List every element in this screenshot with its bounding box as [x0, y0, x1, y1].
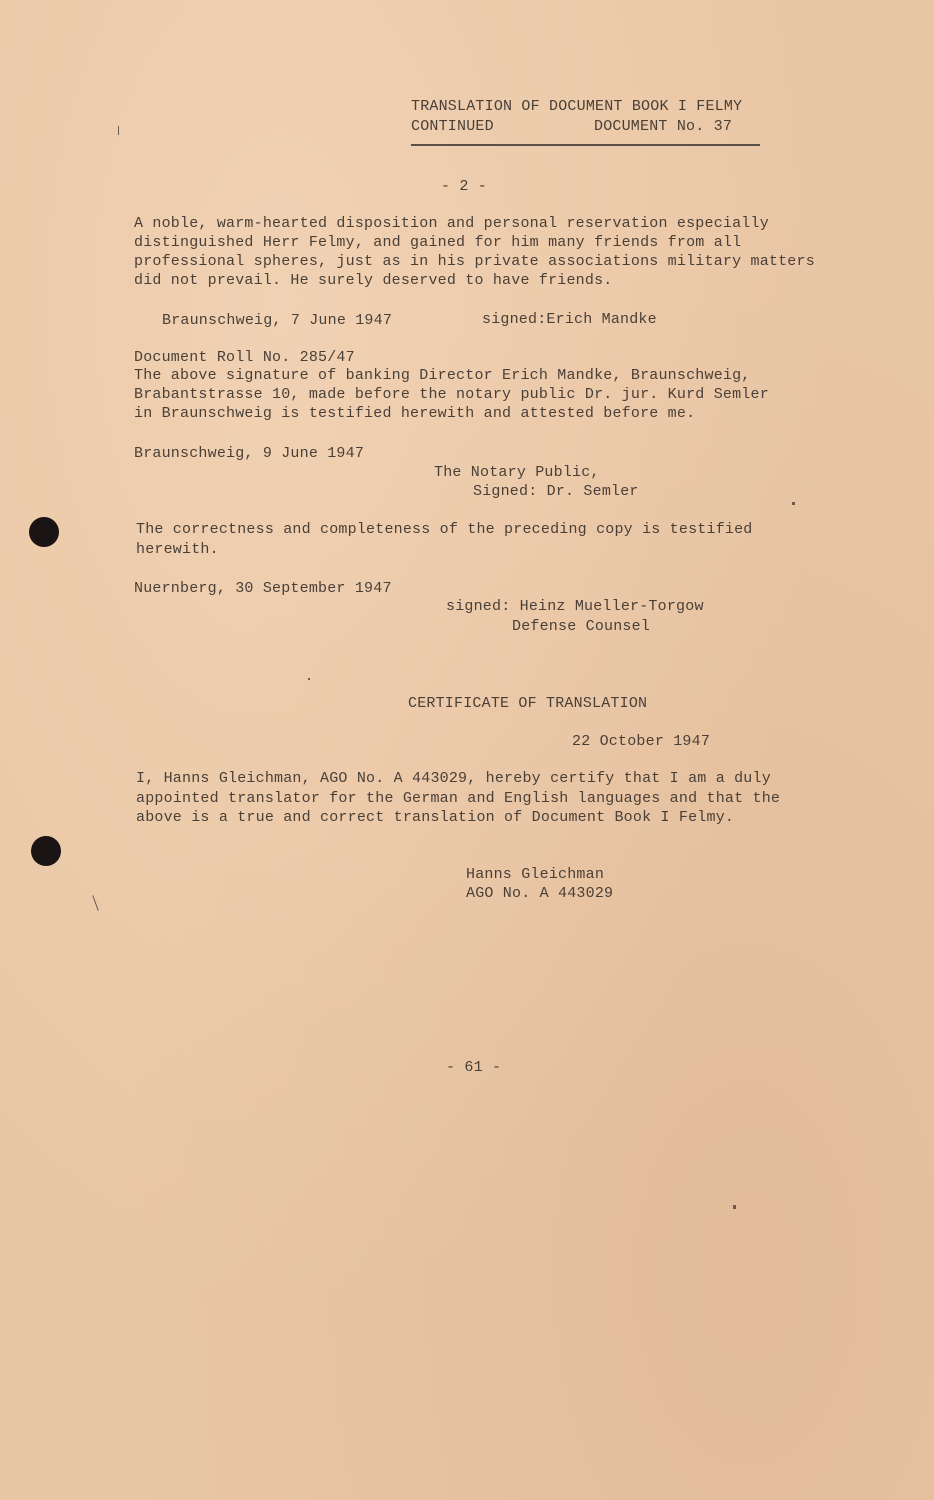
- counsel-role: Defense Counsel: [512, 618, 651, 635]
- notary-signed: Signed: Dr. Semler: [473, 483, 639, 500]
- correctness-line: herewith.: [136, 541, 219, 558]
- header-doc-number: DOCUMENT No. 37: [594, 118, 733, 135]
- page-number: - 61 -: [446, 1059, 502, 1076]
- signature-signed: signed:Erich Mandke: [482, 311, 657, 328]
- punch-hole-bottom: [31, 836, 61, 866]
- margin-mark: [92, 895, 98, 910]
- counsel-place-date: Nuernberg, 30 September 1947: [134, 580, 392, 597]
- punch-hole-top: [29, 517, 59, 547]
- dot-mark: [733, 1205, 736, 1209]
- certificate-text-line: I, Hanns Gleichman, AGO No. A 443029, hereby certify that I am a duly: [136, 770, 771, 787]
- paragraph-line: professional spheres, just as in his private associations military matters: [134, 253, 815, 270]
- header-title: TRANSLATION OF DOCUMENT BOOK I FELMY: [411, 98, 743, 115]
- document-roll: Document Roll No. 285/47: [134, 349, 355, 366]
- correctness-line: The correctness and completeness of the preceding copy is testified: [136, 521, 753, 538]
- page-marker: - 2 -: [441, 178, 488, 195]
- notary-text-line: The above signature of banking Director Erich Mandke, Braunschweig,: [134, 367, 751, 384]
- translator-name: Hanns Gleichman: [466, 866, 605, 883]
- translator-ago: AGO No. A 443029: [466, 885, 614, 902]
- notary-place-date: Braunschweig, 9 June 1947: [134, 445, 365, 462]
- certificate-text-line: above is a true and correct translation of Document Book I Felmy.: [136, 809, 735, 826]
- header-rule: [411, 144, 760, 146]
- paragraph-line: A noble, warm-hearted disposition and personal reservation especially: [134, 215, 769, 232]
- signature-place-date: Braunschweig, 7 June 1947: [162, 312, 393, 329]
- dot-mark: [792, 502, 795, 505]
- notary-text-line: in Braunschweig is testified herewith and attested before me.: [134, 405, 696, 422]
- paragraph-line: distinguished Herr Felmy, and gained for him many friends from all: [134, 234, 742, 251]
- certificate-text-line: appointed translator for the German and English languages and that the: [136, 790, 781, 807]
- counsel-signed: signed: Heinz Mueller-Torgow: [446, 598, 704, 615]
- notary-title: The Notary Public,: [434, 464, 600, 481]
- dot-mark: [308, 678, 310, 680]
- paragraph-line: did not prevail. He surely deserved to have friends.: [134, 272, 613, 289]
- notary-text-line: Brabantstrasse 10, made before the notary public Dr. jur. Kurd Semler: [134, 386, 769, 403]
- certificate-date: 22 October 1947: [572, 733, 711, 750]
- certificate-title: CERTIFICATE OF TRANSLATION: [408, 695, 648, 712]
- margin-mark: [118, 126, 119, 135]
- header-continued: CONTINUED: [411, 118, 494, 135]
